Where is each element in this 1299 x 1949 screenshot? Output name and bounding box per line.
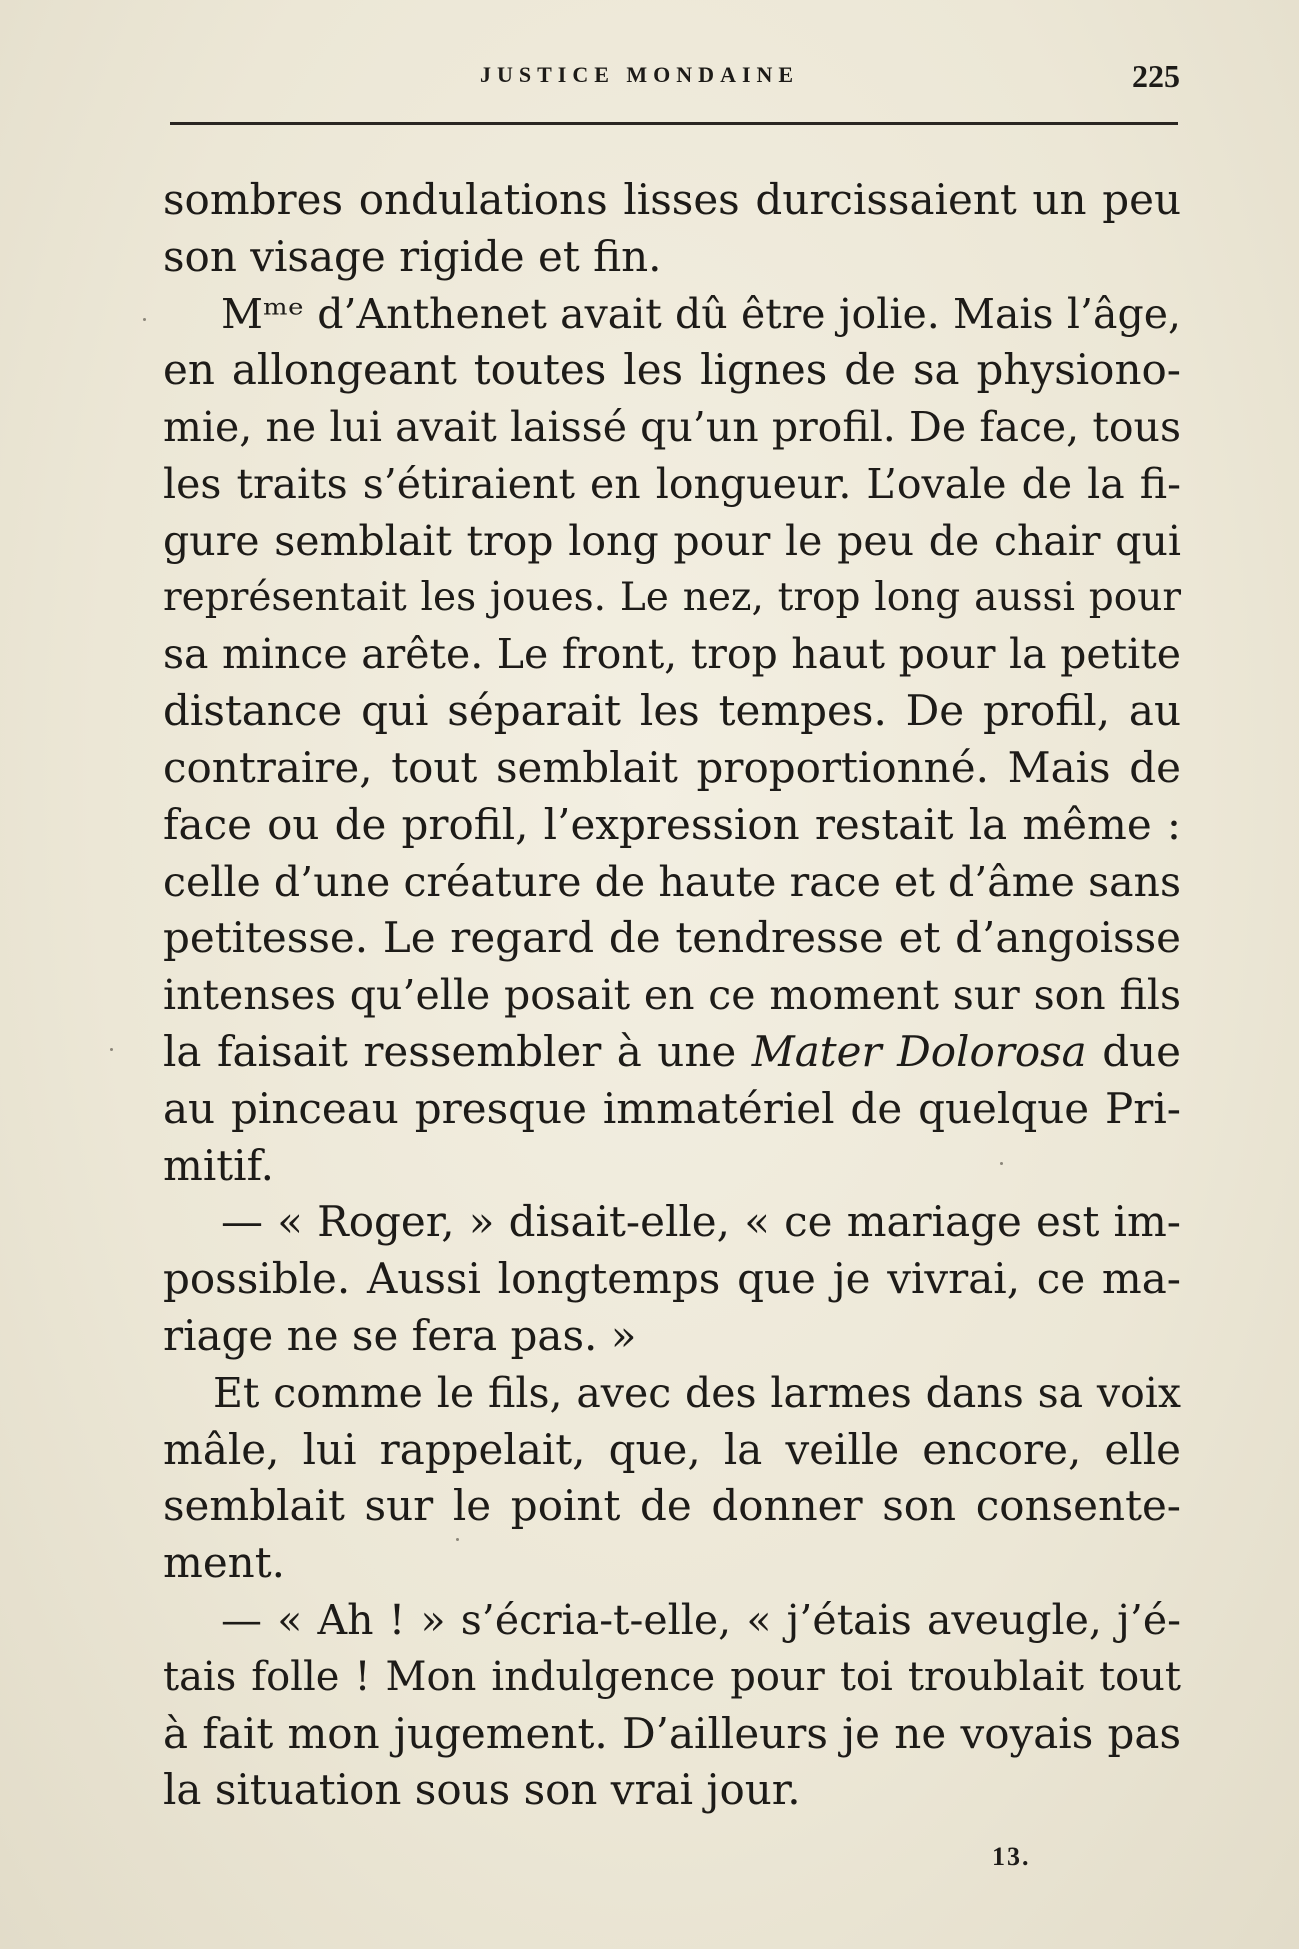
- text-line: au pinceau presque immatériel de quelque Pri-: [163, 1083, 1181, 1133]
- text-line: riage ne se fera pas. »: [163, 1310, 637, 1360]
- text-line: mie, ne lui avait laissé qu’un profil. De face, tous: [163, 403, 1181, 452]
- text-line: gure semblait trop long pour le peu de chair qui: [163, 516, 1181, 565]
- text-line: sombres ondulations lisses durcissaient un peu: [163, 175, 1181, 224]
- text-line: — « Ah ! » s’écria-t-elle, « j’étais aveugle, j’é-: [221, 1595, 1181, 1644]
- paper-speck: [1000, 1162, 1003, 1165]
- text-line: en allongeant toutes les lignes de sa physiono-: [163, 345, 1181, 395]
- header-rule: [170, 122, 1178, 125]
- page-number: 225: [1132, 58, 1180, 94]
- paper-speck: [110, 1048, 113, 1051]
- paper-speck: [456, 1538, 459, 1541]
- paper-speck: [143, 318, 146, 321]
- text-line: représentait les joues. Le nez, trop long aussi pour: [163, 574, 1181, 620]
- running-head-title: JUSTICE MONDAINE: [480, 62, 800, 87]
- text-line: les traits s’étiraient en longueur. L’ovale de la fi-: [163, 459, 1181, 508]
- text-line: tais folle ! Mon indulgence pour toi troublait tout: [163, 1653, 1181, 1700]
- text-line: son visage rigide et fin.: [163, 231, 662, 281]
- text-line: sa mince arête. Le front, trop haut pour la petite: [163, 630, 1181, 679]
- text-line: — « Roger, » disait-elle, « ce mariage est im-: [221, 1197, 1181, 1247]
- text-line: Mᵐᵉ d’Anthenet avait dû être jolie. Mais l’âge,: [221, 289, 1181, 338]
- text-line: la faisait ressembler à une Mater Dolorosa due: [163, 1026, 1181, 1076]
- text-line: ment.: [163, 1538, 285, 1588]
- text-line: distance qui séparait les tempes. De profil, au: [163, 686, 1181, 736]
- text-line: contraire, tout semblait proportionné. Mais de: [163, 742, 1181, 792]
- running-head: [170, 58, 1180, 98]
- text-line: celle d’une créature de haute race et d’âme sans: [163, 857, 1181, 906]
- text-line: possible. Aussi longtemps que je vivrai, ce ma-: [163, 1254, 1181, 1304]
- text-line: semblait sur le point de donner son consente-: [163, 1481, 1181, 1531]
- text-line: intenses qu’elle posait en ce moment sur son fils: [163, 971, 1181, 1020]
- text-line: Et comme le fils, avec des larmes dans sa voix: [213, 1368, 1181, 1417]
- signature-mark: 13.: [992, 1842, 1031, 1871]
- text-line: à fait mon jugement. D’ailleurs je ne voyais pas: [163, 1708, 1181, 1758]
- text-line: mitif.: [163, 1140, 274, 1190]
- text-line: face ou de profil, l’expression restait la même :: [163, 799, 1181, 849]
- body-text: [163, 172, 1181, 1819]
- text-line: petitesse. Le regard de tendresse et d’angoisse: [163, 913, 1181, 963]
- text-line: la situation sous son vrai jour.: [163, 1765, 801, 1815]
- text-line: mâle, lui rappelait, que, la veille encore, elle: [163, 1424, 1181, 1474]
